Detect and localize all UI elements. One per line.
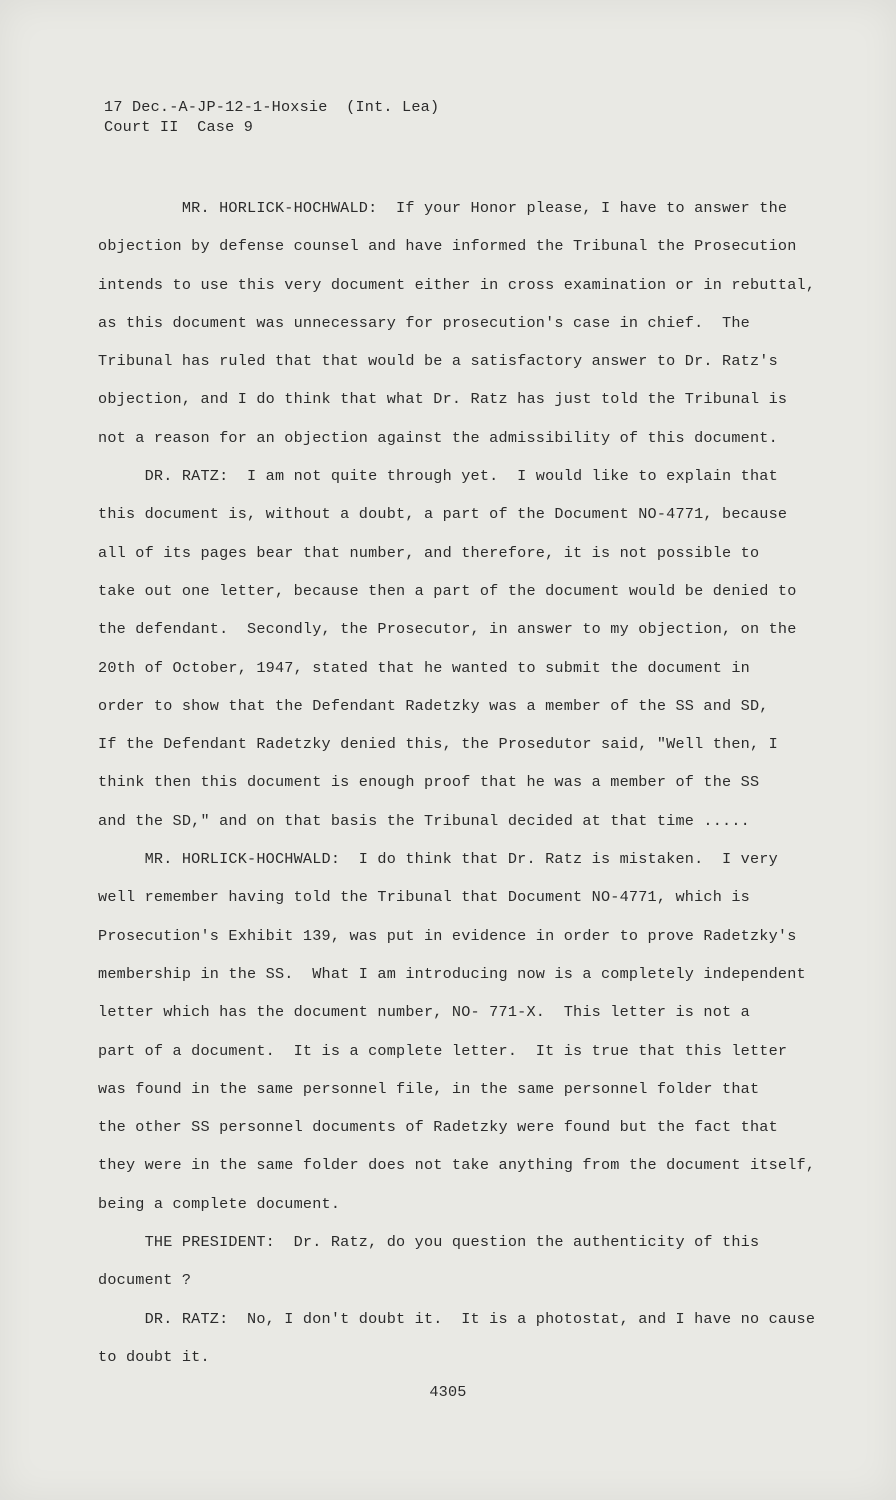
transcript-body (98, 189, 838, 1376)
transcript-line: and the SD," and on that basis the Tribunal decided at that time ..... (98, 811, 750, 830)
transcript-line: If the Defendant Radetzky denied this, the Prosedutor said, "Well then, I (98, 735, 778, 754)
header-court-line: Court II Case 9 (104, 118, 254, 136)
transcript-line: membership in the SS. What I am introducing now is a completely independent (98, 964, 806, 983)
transcript-line: Prosecution's Exhibit 139, was put in evidence in order to prove Radetzky's (98, 926, 797, 945)
transcript-line: think then this document is enough proof that he was a member of the SS (98, 773, 760, 792)
page-number: 4305 (429, 1383, 467, 1401)
transcript-line: DR. RATZ: No, I don't doubt it. It is a photostat, and I have no cause (98, 1309, 816, 1328)
transcript-line: objection by defense counsel and have informed the Tribunal the Prosecution (98, 237, 797, 256)
transcript-line: Tribunal has ruled that that would be a satisfactory answer to Dr. Ratz's (98, 352, 778, 371)
transcript-line: objection, and I do think that what Dr. Ratz has just told the Tribunal is (98, 390, 788, 409)
transcript-line: DR. RATZ: I am not quite through yet. I would like to explain that (98, 467, 778, 486)
transcript-line: being a complete document. (98, 1194, 341, 1213)
transcript-line: letter which has the document number, NO- 771-X. This letter is not a (98, 1003, 750, 1022)
transcript-line: well remember having told the Tribunal that Document NO-4771, which is (98, 888, 750, 907)
transcript-line: part of a document. It is a complete letter. It is true that this letter (98, 1041, 788, 1060)
transcript-line: all of its pages bear that number, and therefore, it is not possible to (98, 543, 760, 562)
transcript-line: intends to use this very document either in cross examination or in rebuttal, (98, 275, 816, 294)
transcript-line: order to show that the Defendant Radetzky was a member of the SS and SD, (98, 696, 769, 715)
transcript-line: the other SS personnel documents of Radetzky were found but the fact that (98, 1118, 778, 1137)
transcript-line: take out one letter, because then a part of the document would be denied to (98, 581, 797, 600)
transcript-line: document ? (98, 1271, 192, 1290)
transcript-line: MR. HORLICK-HOCHWALD: If your Honor please, I have to answer the (98, 199, 788, 217)
transcript-line: THE PRESIDENT: Dr. Ratz, do you question the authenticity of this (98, 1233, 760, 1252)
transcript-line: 20th of October, 1947, stated that he wanted to submit the document in (98, 658, 750, 677)
transcript-line: MR. HORLICK-HOCHWALD: I do think that Dr. Ratz is mistaken. I very (98, 850, 778, 869)
transcript-line: as this document was unnecessary for prosecution's case in chief. The (98, 313, 750, 332)
transcript-line: not a reason for an objection against the admissibility of this document. (98, 428, 778, 447)
header-case-line: 17 Dec.-A-JP-12-1-Hoxsie (Int. Lea) (104, 98, 440, 116)
transcript-line: they were in the same folder does not take anything from the document itself, (98, 1156, 816, 1175)
transcript-line: was found in the same personnel file, in the same personnel folder that (98, 1079, 760, 1098)
transcript-line: the defendant. Secondly, the Prosecutor, in answer to my objection, on the (98, 620, 797, 639)
transcript-line: to doubt it. (98, 1347, 210, 1366)
transcript-line: this document is, without a doubt, a part of the Document NO-4771, because (98, 505, 788, 524)
